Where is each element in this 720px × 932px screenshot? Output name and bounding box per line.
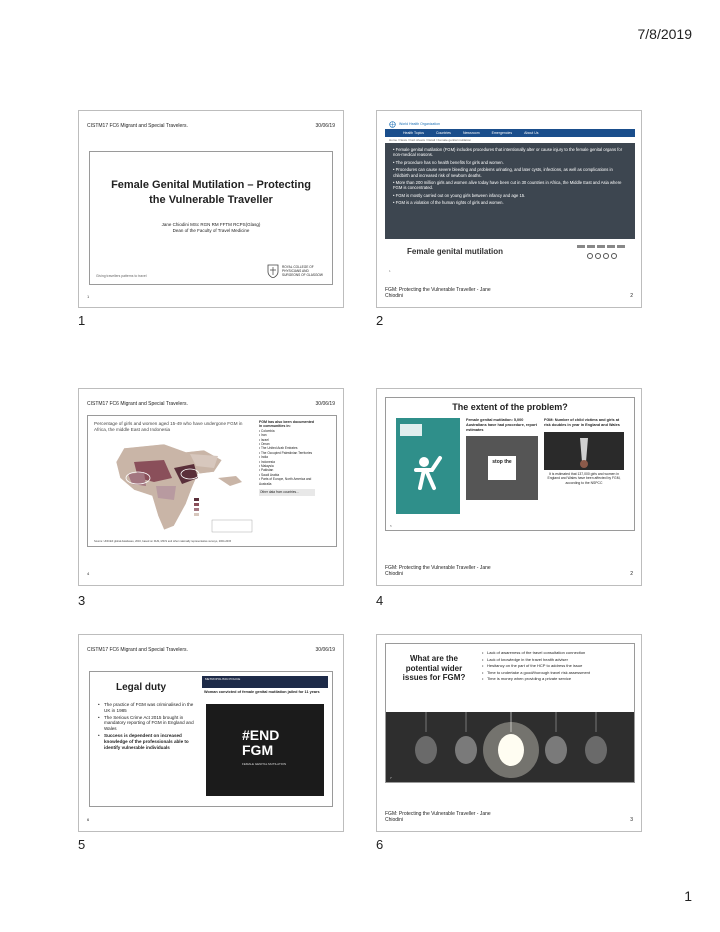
side-note: Other data from countries... [259, 489, 315, 495]
slide-header-date: 30/06/19 [315, 647, 335, 653]
who-page [385, 119, 635, 275]
lang-button[interactable] [597, 245, 605, 248]
slide-header-left: CISTM17 FC6 Migrant and Special Travelers. [87, 123, 188, 129]
share-icon[interactable] [595, 253, 601, 259]
who-bullet: • The procedure has no health benefits for girls and women. [393, 159, 504, 165]
stop-sign: stop the [488, 456, 516, 480]
side-item: • Pakistan [259, 468, 274, 473]
who-bullet: • Female genital mutilation (FGM) includes procedures that intentionally alter or cause injury to the female genital organs for non-medical reasons. [393, 147, 623, 158]
wider-bullet: • Time to undertake a good/thorough travel risk assessment [482, 670, 628, 677]
who-nav-item[interactable]: Emergencies [491, 131, 513, 135]
slide-title: Female Genital Mutilation – Protecting the Vulnerable Traveller [111, 179, 311, 206]
poster-big-text: #END FGM [242, 727, 280, 758]
slide-number: 2 [630, 293, 633, 299]
side-heading: FGM has also been documented in communities in: [259, 420, 315, 429]
slide-label: 2 [376, 313, 384, 328]
slide-small-number: 1 [87, 294, 90, 299]
side-item: • Malaysia [259, 464, 274, 469]
page-date: 7/8/2019 [637, 26, 692, 42]
legal-bullets [98, 702, 198, 751]
legal-bullet-emphasis: • Success is dependent on increased knowledge of the professionals able to identify vulnerable individuals [98, 733, 198, 750]
lang-button[interactable] [617, 245, 625, 248]
slide-content [87, 415, 337, 547]
side-item: • Colombia [259, 428, 275, 433]
who-nav-bar [385, 129, 635, 137]
map-source: Source: UNICEF global databases, 2016, based on DHS, MICS and other nationally representative surveys, 2004-2015 [94, 540, 232, 543]
slide-5[interactable] [78, 634, 344, 832]
news-screenshot [202, 676, 328, 800]
who-title-strip [385, 239, 635, 275]
small-slide-number: 7 [390, 776, 392, 780]
slide-title: The extent of the problem? [452, 402, 568, 412]
who-nav-item[interactable]: About Us [524, 131, 539, 135]
map-side-panel [259, 420, 315, 496]
side-item: • Israel [259, 437, 269, 442]
slide-content [385, 397, 635, 531]
news-title-1: Female genital mutilation: 5,000 Australians have had procedure, report estimates [466, 418, 537, 432]
poster-small-text: FEMALE GENITAL MUTILATION [242, 762, 287, 766]
who-nav-item[interactable]: Newsroom [462, 131, 480, 135]
slide-title: Legal duty [116, 682, 167, 693]
slide-number: 2 [630, 571, 633, 577]
news-col-1 [466, 418, 538, 500]
share-icon[interactable] [611, 253, 617, 259]
who-nav-item[interactable]: Countries [435, 131, 451, 135]
who-nav-item[interactable]: Health Topics [403, 131, 424, 135]
share-icon[interactable] [603, 253, 609, 259]
news-note-2: It is estimated that 137,000 girls and women in England and Wales have been affected by FGM, according to the NSPCC [547, 471, 621, 485]
slide-content [89, 671, 333, 807]
police-banner: METROPOLITAN POLICE [202, 676, 328, 688]
slide-number: 3 [630, 817, 633, 823]
page-number: 1 [684, 888, 692, 904]
slide-title: What are the potential wider issues for FGM? [402, 654, 466, 682]
who-lang-buttons [577, 245, 625, 248]
logo-text: ROYAL COLLEGE OF PHYSICIANS AND SURGEONS OF GLASGOW [282, 265, 323, 277]
slide-footer: FGM: Protecting the Vulnerable Traveller - Jane Chiodini [385, 565, 491, 577]
college-logo [267, 264, 326, 278]
wider-bullet: • Lack of knowledge in the travel health adviser [482, 657, 628, 664]
share-icon[interactable] [587, 253, 593, 259]
lightbulbs-image [386, 712, 635, 783]
side-item: • Parts of Europe, North America and Australia [259, 477, 312, 486]
slide-header-date: 30/06/19 [315, 123, 335, 129]
slide-label: 5 [78, 837, 86, 852]
end-fgm-poster [206, 704, 324, 796]
slide-6[interactable] [376, 634, 642, 832]
legal-bullet: • The Serious Crime Act 2015 brought in mandatory reporting of FGM in England and Wales [98, 715, 198, 732]
presenter-role: Dean of the Faculty of Travel Medicine [172, 228, 250, 233]
slide-small-number: 4 [87, 571, 90, 576]
blade-photo [544, 432, 624, 470]
slide-header [87, 401, 335, 407]
slide-header-left: CISTM17 FC6 Migrant and Special Travelers. [87, 647, 188, 653]
who-header [385, 119, 635, 129]
who-bullets [385, 143, 635, 212]
presenter-name: Jane Chiodini MSc RGN RM FFTM RCPS(Glasg) [161, 222, 261, 227]
small-slide-number: 1 [389, 269, 391, 273]
side-item: • Saudi Arabia [259, 472, 280, 477]
slide-label: 1 [78, 313, 86, 328]
side-item: • The Occupied Palestinian Territories [259, 450, 313, 455]
side-item: • India [259, 455, 268, 460]
slide-header-date: 30/06/19 [315, 401, 335, 407]
side-item: • Oman [259, 442, 270, 447]
map-title: Percentage of girls and women aged 15-49 who have undergone FGM in Africa, the middle East and Indonesia [94, 421, 243, 432]
tagline: Giving travellers patterns to travel [96, 274, 147, 278]
who-bullet: • Procedures can cause severe bleeding and problems urinating, and later cysts, infections, as well as complications in childbirth and increased risk of newborn deaths. [393, 167, 613, 178]
news-headline: Woman convicted of female genital mutilation jailed for 11 years [204, 690, 320, 694]
who-breadcrumb: Home / News / Fact sheets / Detail / Female genital mutilation [385, 137, 635, 143]
slide-label: 6 [376, 837, 384, 852]
slide-footer: FGM: Protecting the Vulnerable Traveller - Jane Chiodini [385, 811, 491, 823]
who-heading: Female genital mutilation [407, 247, 504, 256]
globe-icon [389, 121, 396, 128]
protest-photo [466, 436, 538, 500]
lang-button[interactable] [587, 245, 595, 248]
slide-label: 4 [376, 593, 384, 608]
wider-bullet: • Hesitancy on the part of the HCP to address the issue [482, 663, 628, 670]
side-item: • Indonesia [259, 459, 275, 464]
slide-label: 3 [78, 593, 86, 608]
presenter-block [110, 222, 312, 234]
slide-small-number: 6 [87, 817, 90, 822]
slide-content [89, 151, 333, 285]
side-item: • The United Arab Emirates [259, 446, 298, 451]
slide-4[interactable] [376, 388, 642, 586]
blade-icon [544, 432, 624, 470]
slide-header [87, 123, 335, 129]
slide-content [385, 643, 635, 783]
lang-button[interactable] [577, 245, 585, 248]
figure-icon [396, 418, 460, 514]
lang-button[interactable] [607, 245, 615, 248]
slide-2[interactable] [376, 110, 642, 308]
who-bullet: • More than 200 million girls and women alive today have been cut in 30 countries in Africa, the Middle East and Asia where FGM is concentrated. [393, 180, 622, 191]
crest-icon [267, 264, 279, 278]
slide-3[interactable] [78, 388, 344, 586]
africa-map [94, 438, 254, 534]
wider-bullet: • Time is money when providing a private service [482, 676, 628, 683]
who-bullet: • FGM is mostly carried out on young girls between infancy and age 15. [393, 192, 526, 198]
side-item: • Iran [259, 433, 267, 438]
wider-bullets [482, 650, 628, 683]
small-slide-number: 5 [390, 524, 392, 528]
legal-bullet: • The practice of FGM was criminalised in the UK in 1985 [98, 702, 198, 714]
news-col-2 [544, 418, 624, 485]
report-cover [396, 418, 460, 514]
slide-header [87, 647, 335, 653]
wider-bullet: • Lack of awareness of the travel consultation connection [482, 650, 628, 657]
slide-1[interactable] [78, 110, 344, 308]
who-bullet: • FGM is a violation of the human rights of girls and women. [393, 200, 504, 206]
who-org-name: World Health Organization [399, 122, 440, 126]
news-title-2: FGM: Number of child victims and girls at risk doubles in year in England and Wales [544, 418, 620, 427]
slide-footer: FGM: Protecting the Vulnerable Traveller - Jane Chiodini [385, 287, 491, 299]
slide-header-left: CISTM17 FC6 Migrant and Special Travelers. [87, 401, 188, 407]
share-icons [587, 253, 617, 259]
who-screenshot [385, 119, 635, 275]
